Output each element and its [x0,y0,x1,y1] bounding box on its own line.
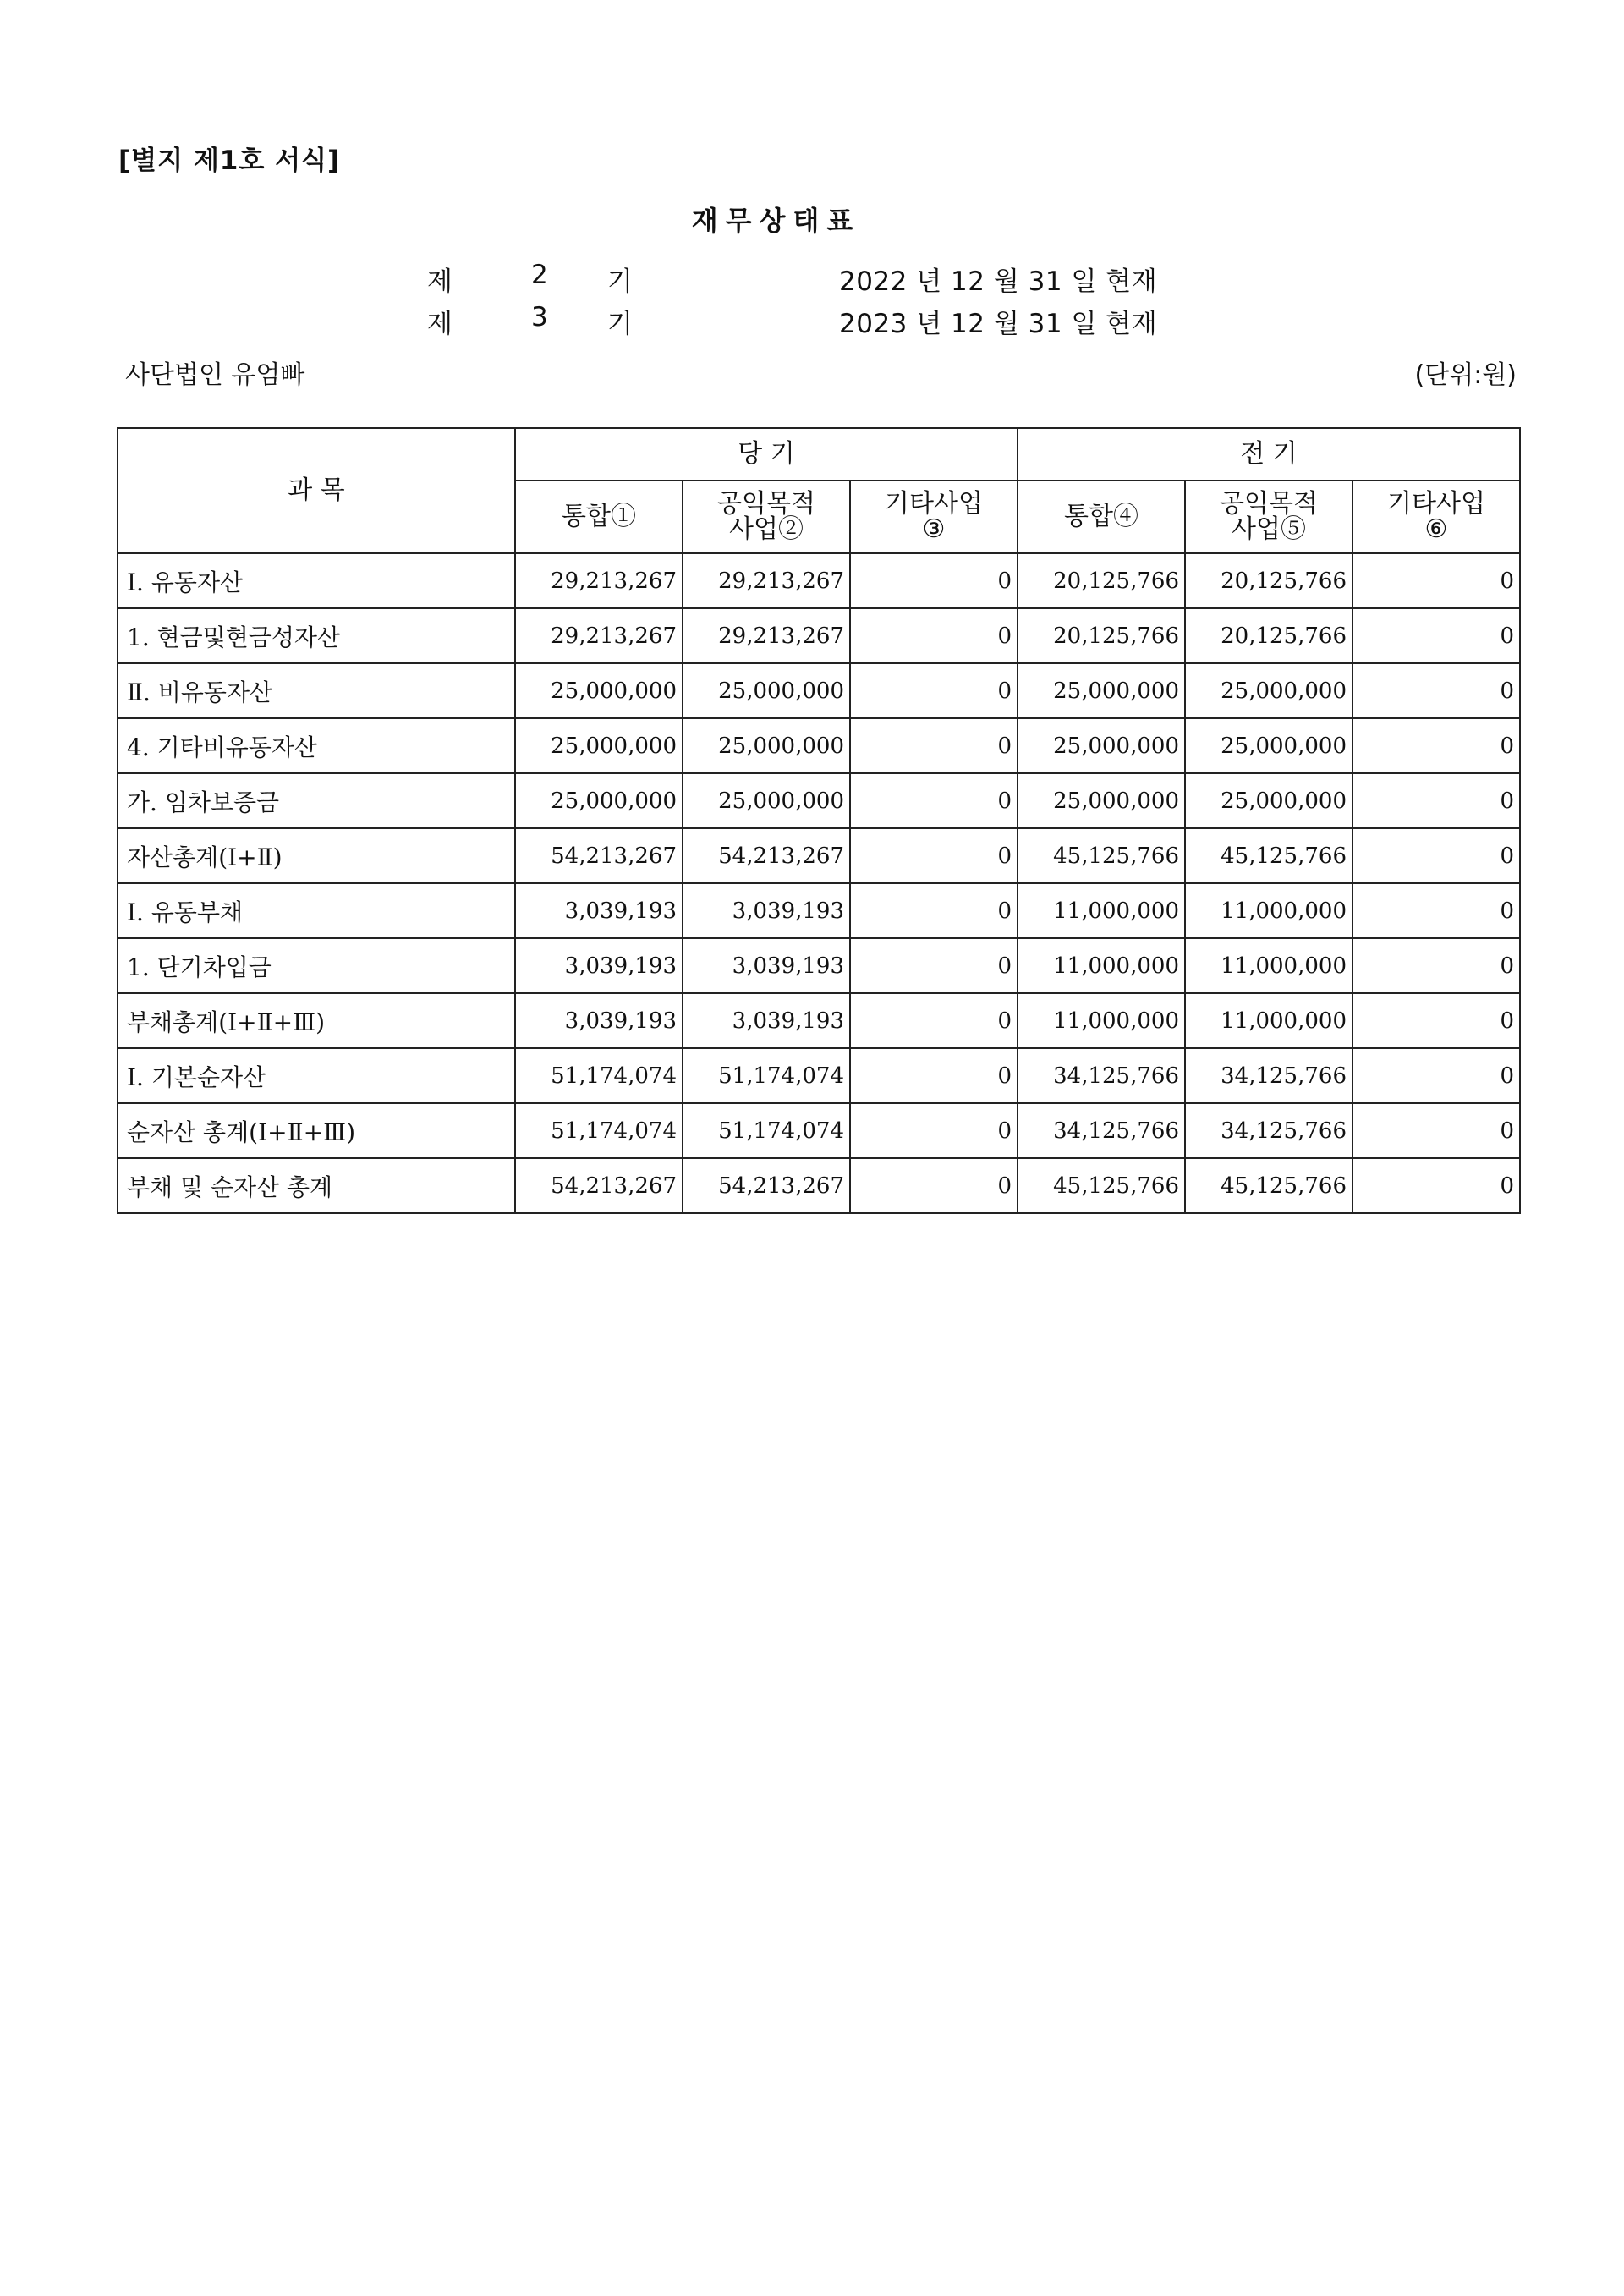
amount-cell: 11,000,000 [1018,993,1185,1048]
amount-cell: 11,000,000 [1185,938,1352,993]
table-row [118,938,1520,993]
amount-cell: 45,125,766 [1018,828,1185,883]
table-row [118,828,1520,883]
amount-cell: 34,125,766 [1185,1103,1352,1158]
amount-cell: 11,000,000 [1185,993,1352,1048]
column-header-line: 기타사업 [885,489,983,519]
table-row [118,993,1520,1048]
column-header [1018,481,1185,553]
amount-cell: 25,000,000 [683,773,850,828]
table-row [118,773,1520,828]
amount-cell: 0 [850,938,1018,993]
amount-cell: 0 [850,718,1018,773]
amount-cell: 29,213,267 [515,553,683,608]
column-header [1185,481,1352,553]
amount-cell: 0 [850,1103,1018,1158]
account-name-cell: Ⅰ. 유동자산 [118,553,515,608]
column-header-line: ③ [922,514,946,544]
column-header-line: 공익목적 [1220,489,1318,519]
amount-cell: 11,000,000 [1018,938,1185,993]
amount-cell: 0 [1352,718,1520,773]
amount-cell: 25,000,000 [1018,718,1185,773]
column-header [1352,481,1520,553]
prior-period-header: 전 기 [1018,428,1520,481]
account-name-cell: Ⅱ. 비유동자산 [118,663,515,718]
amount-cell: 34,125,766 [1185,1048,1352,1103]
amount-cell: 3,039,193 [515,938,683,993]
amount-cell: 51,174,074 [515,1048,683,1103]
amount-cell: 3,039,193 [683,993,850,1048]
amount-cell: 0 [1352,883,1520,938]
account-name-cell: 부채 및 순자산 총계 [118,1158,515,1213]
amount-cell: 3,039,193 [515,993,683,1048]
amount-cell: 20,125,766 [1185,608,1352,663]
column-header-line: 통합① [562,502,636,531]
table-row [118,663,1520,718]
amount-cell: 34,125,766 [1018,1048,1185,1103]
amount-cell: 0 [1352,1103,1520,1158]
amount-cell: 11,000,000 [1018,883,1185,938]
period-prefix: 제 [427,266,453,297]
amount-cell: 0 [1352,553,1520,608]
account-name-cell: 1. 현금및현금성자산 [118,608,515,663]
amount-cell: 11,000,000 [1185,883,1352,938]
amount-cell: 3,039,193 [515,883,683,938]
amount-cell: 51,174,074 [683,1048,850,1103]
amount-cell: 29,213,267 [683,553,850,608]
table-body [118,553,1520,1213]
account-name-cell: 자산총계(Ⅰ+Ⅱ) [118,828,515,883]
table-row [118,1103,1520,1158]
amount-cell: 25,000,000 [1185,773,1352,828]
period-date: 2022 년 12 월 31 일 현재 [839,266,1158,297]
amount-cell: 25,000,000 [1185,718,1352,773]
column-header-line: ⑥ [1424,514,1448,544]
amount-cell: 25,000,000 [515,718,683,773]
amount-cell: 0 [850,883,1018,938]
amount-cell: 0 [850,993,1018,1048]
amount-cell: 51,174,074 [683,1103,850,1158]
table-row [118,608,1520,663]
amount-cell: 54,213,267 [683,828,850,883]
amount-cell: 0 [850,1048,1018,1103]
amount-cell: 45,125,766 [1018,1158,1185,1213]
amount-cell: 3,039,193 [683,938,850,993]
column-header [683,481,850,553]
amount-cell: 34,125,766 [1018,1103,1185,1158]
amount-cell: 25,000,000 [683,718,850,773]
column-header-line: 기타사업 [1387,489,1485,519]
period-suffix: 기 [607,266,633,297]
amount-cell: 45,125,766 [1185,1158,1352,1213]
amount-cell: 0 [1352,828,1520,883]
period-number: 3 [531,302,548,332]
amount-cell: 25,000,000 [1018,663,1185,718]
amount-cell: 0 [1352,773,1520,828]
amount-cell: 0 [850,663,1018,718]
amount-cell: 0 [1352,938,1520,993]
amount-cell: 20,125,766 [1185,553,1352,608]
amount-cell: 0 [1352,993,1520,1048]
amount-cell: 25,000,000 [1018,773,1185,828]
period-suffix: 기 [607,309,633,339]
table-row [118,883,1520,938]
account-name-cell: Ⅰ. 유동부채 [118,883,515,938]
period-number: 2 [531,260,548,290]
amount-cell: 25,000,000 [683,663,850,718]
account-name-cell: 가. 임차보증금 [118,773,515,828]
amount-cell: 51,174,074 [515,1103,683,1158]
table-row [118,718,1520,773]
amount-cell: 0 [850,773,1018,828]
account-name-cell: 순자산 총계(Ⅰ+Ⅱ+Ⅲ) [118,1103,515,1158]
column-header-line: 공익목적 [717,489,815,519]
column-header [850,481,1018,553]
form-label: [별지 제1호 서식] [118,146,341,176]
amount-cell: 54,213,267 [515,828,683,883]
amount-cell: 0 [1352,663,1520,718]
amount-cell: 0 [850,1158,1018,1213]
account-name-cell: 4. 기타비유동자산 [118,718,515,773]
currency-unit: (단위:원) [1414,360,1517,390]
table-row [118,1158,1520,1213]
table-row [118,1048,1520,1103]
amount-cell: 0 [1352,1158,1520,1213]
column-header [515,481,683,553]
amount-cell: 54,213,267 [683,1158,850,1213]
amount-cell: 20,125,766 [1018,608,1185,663]
amount-cell: 0 [1352,1048,1520,1103]
amount-cell: 0 [1352,608,1520,663]
account-name-cell: Ⅰ. 기본순자산 [118,1048,515,1103]
period-date: 2023 년 12 월 31 일 현재 [839,309,1158,339]
column-header-line: 사업② [729,514,804,544]
balance-sheet-table [117,427,1521,1214]
table-row [118,553,1520,608]
subject-header: 과 목 [118,428,515,553]
column-header-line: 사업⑤ [1232,514,1306,544]
document-title: 재무상태표 [691,205,861,237]
amount-cell: 29,213,267 [515,608,683,663]
period-prefix: 제 [427,309,453,339]
amount-cell: 25,000,000 [515,773,683,828]
amount-cell: 54,213,267 [515,1158,683,1213]
amount-cell: 45,125,766 [1185,828,1352,883]
current-period-header: 당 기 [515,428,1018,481]
account-name-cell: 부채총계(Ⅰ+Ⅱ+Ⅲ) [118,993,515,1048]
amount-cell: 0 [850,828,1018,883]
amount-cell: 25,000,000 [515,663,683,718]
amount-cell: 20,125,766 [1018,553,1185,608]
amount-cell: 0 [850,553,1018,608]
amount-cell: 25,000,000 [1185,663,1352,718]
account-name-cell: 1. 단기차입금 [118,938,515,993]
amount-cell: 3,039,193 [683,883,850,938]
amount-cell: 29,213,267 [683,608,850,663]
amount-cell: 0 [850,608,1018,663]
column-header-line: 통합④ [1064,502,1138,531]
organization-name: 사단법인 유엄빠 [125,360,305,390]
